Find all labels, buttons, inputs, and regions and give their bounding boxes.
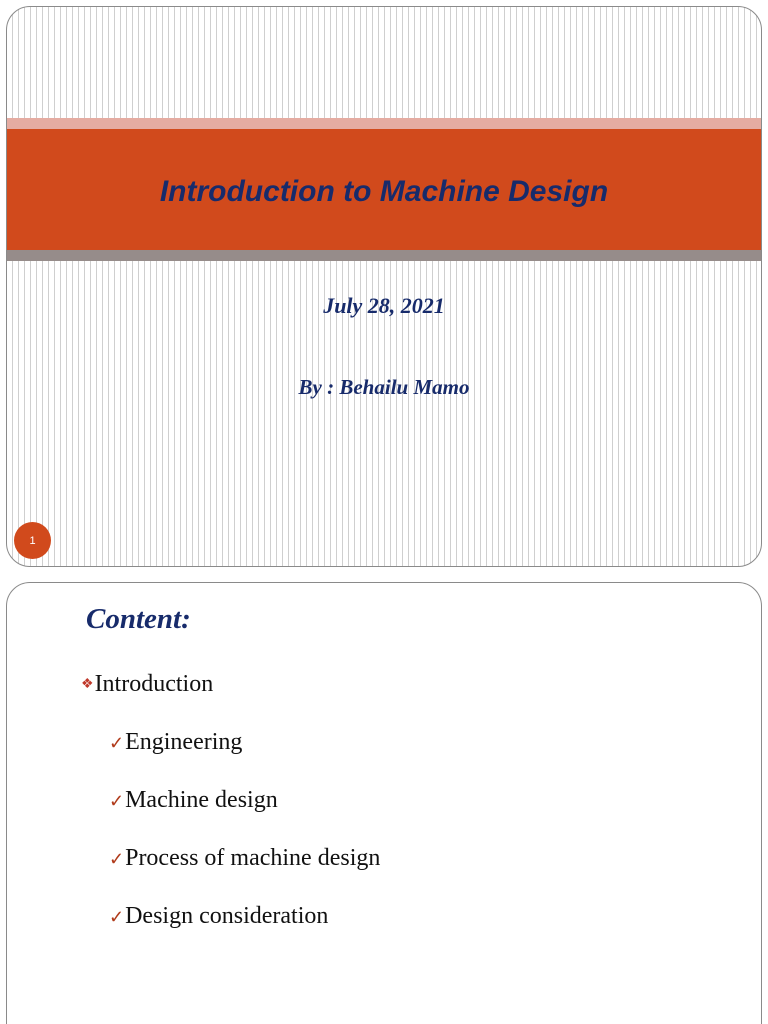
title-band-top-stripe <box>7 118 761 129</box>
content-bullet-list <box>81 671 380 961</box>
list-item-label: Introduction <box>94 671 214 697</box>
diamond-bullet-icon: ❖ <box>81 677 94 692</box>
list-item-label: Design consideration <box>125 903 329 929</box>
list-item-label: Engineering <box>125 729 243 755</box>
list-item <box>81 729 380 787</box>
list-item <box>81 845 380 903</box>
checkmark-icon: ✓ <box>109 849 125 869</box>
presentation-date: July 28, 2021 <box>323 293 445 318</box>
content-slide <box>6 582 762 1024</box>
content-heading: Content: <box>86 603 191 635</box>
title-slide <box>6 6 762 567</box>
title-band-bottom-stripe <box>7 250 761 261</box>
list-item-label: Machine design <box>125 787 278 813</box>
presentation-author: By : Behailu Mamo <box>298 375 470 399</box>
slide-title: Introduction to Machine Design <box>159 174 609 208</box>
checkmark-icon: ✓ <box>109 791 125 811</box>
slide-number-badge: 1 <box>14 522 51 559</box>
checkmark-icon: ✓ <box>109 907 125 927</box>
list-item <box>81 671 380 729</box>
list-item <box>81 787 380 845</box>
checkmark-icon: ✓ <box>109 733 125 753</box>
title-band <box>7 129 761 250</box>
list-item <box>81 903 380 961</box>
list-item-label: Process of machine design <box>125 845 381 871</box>
